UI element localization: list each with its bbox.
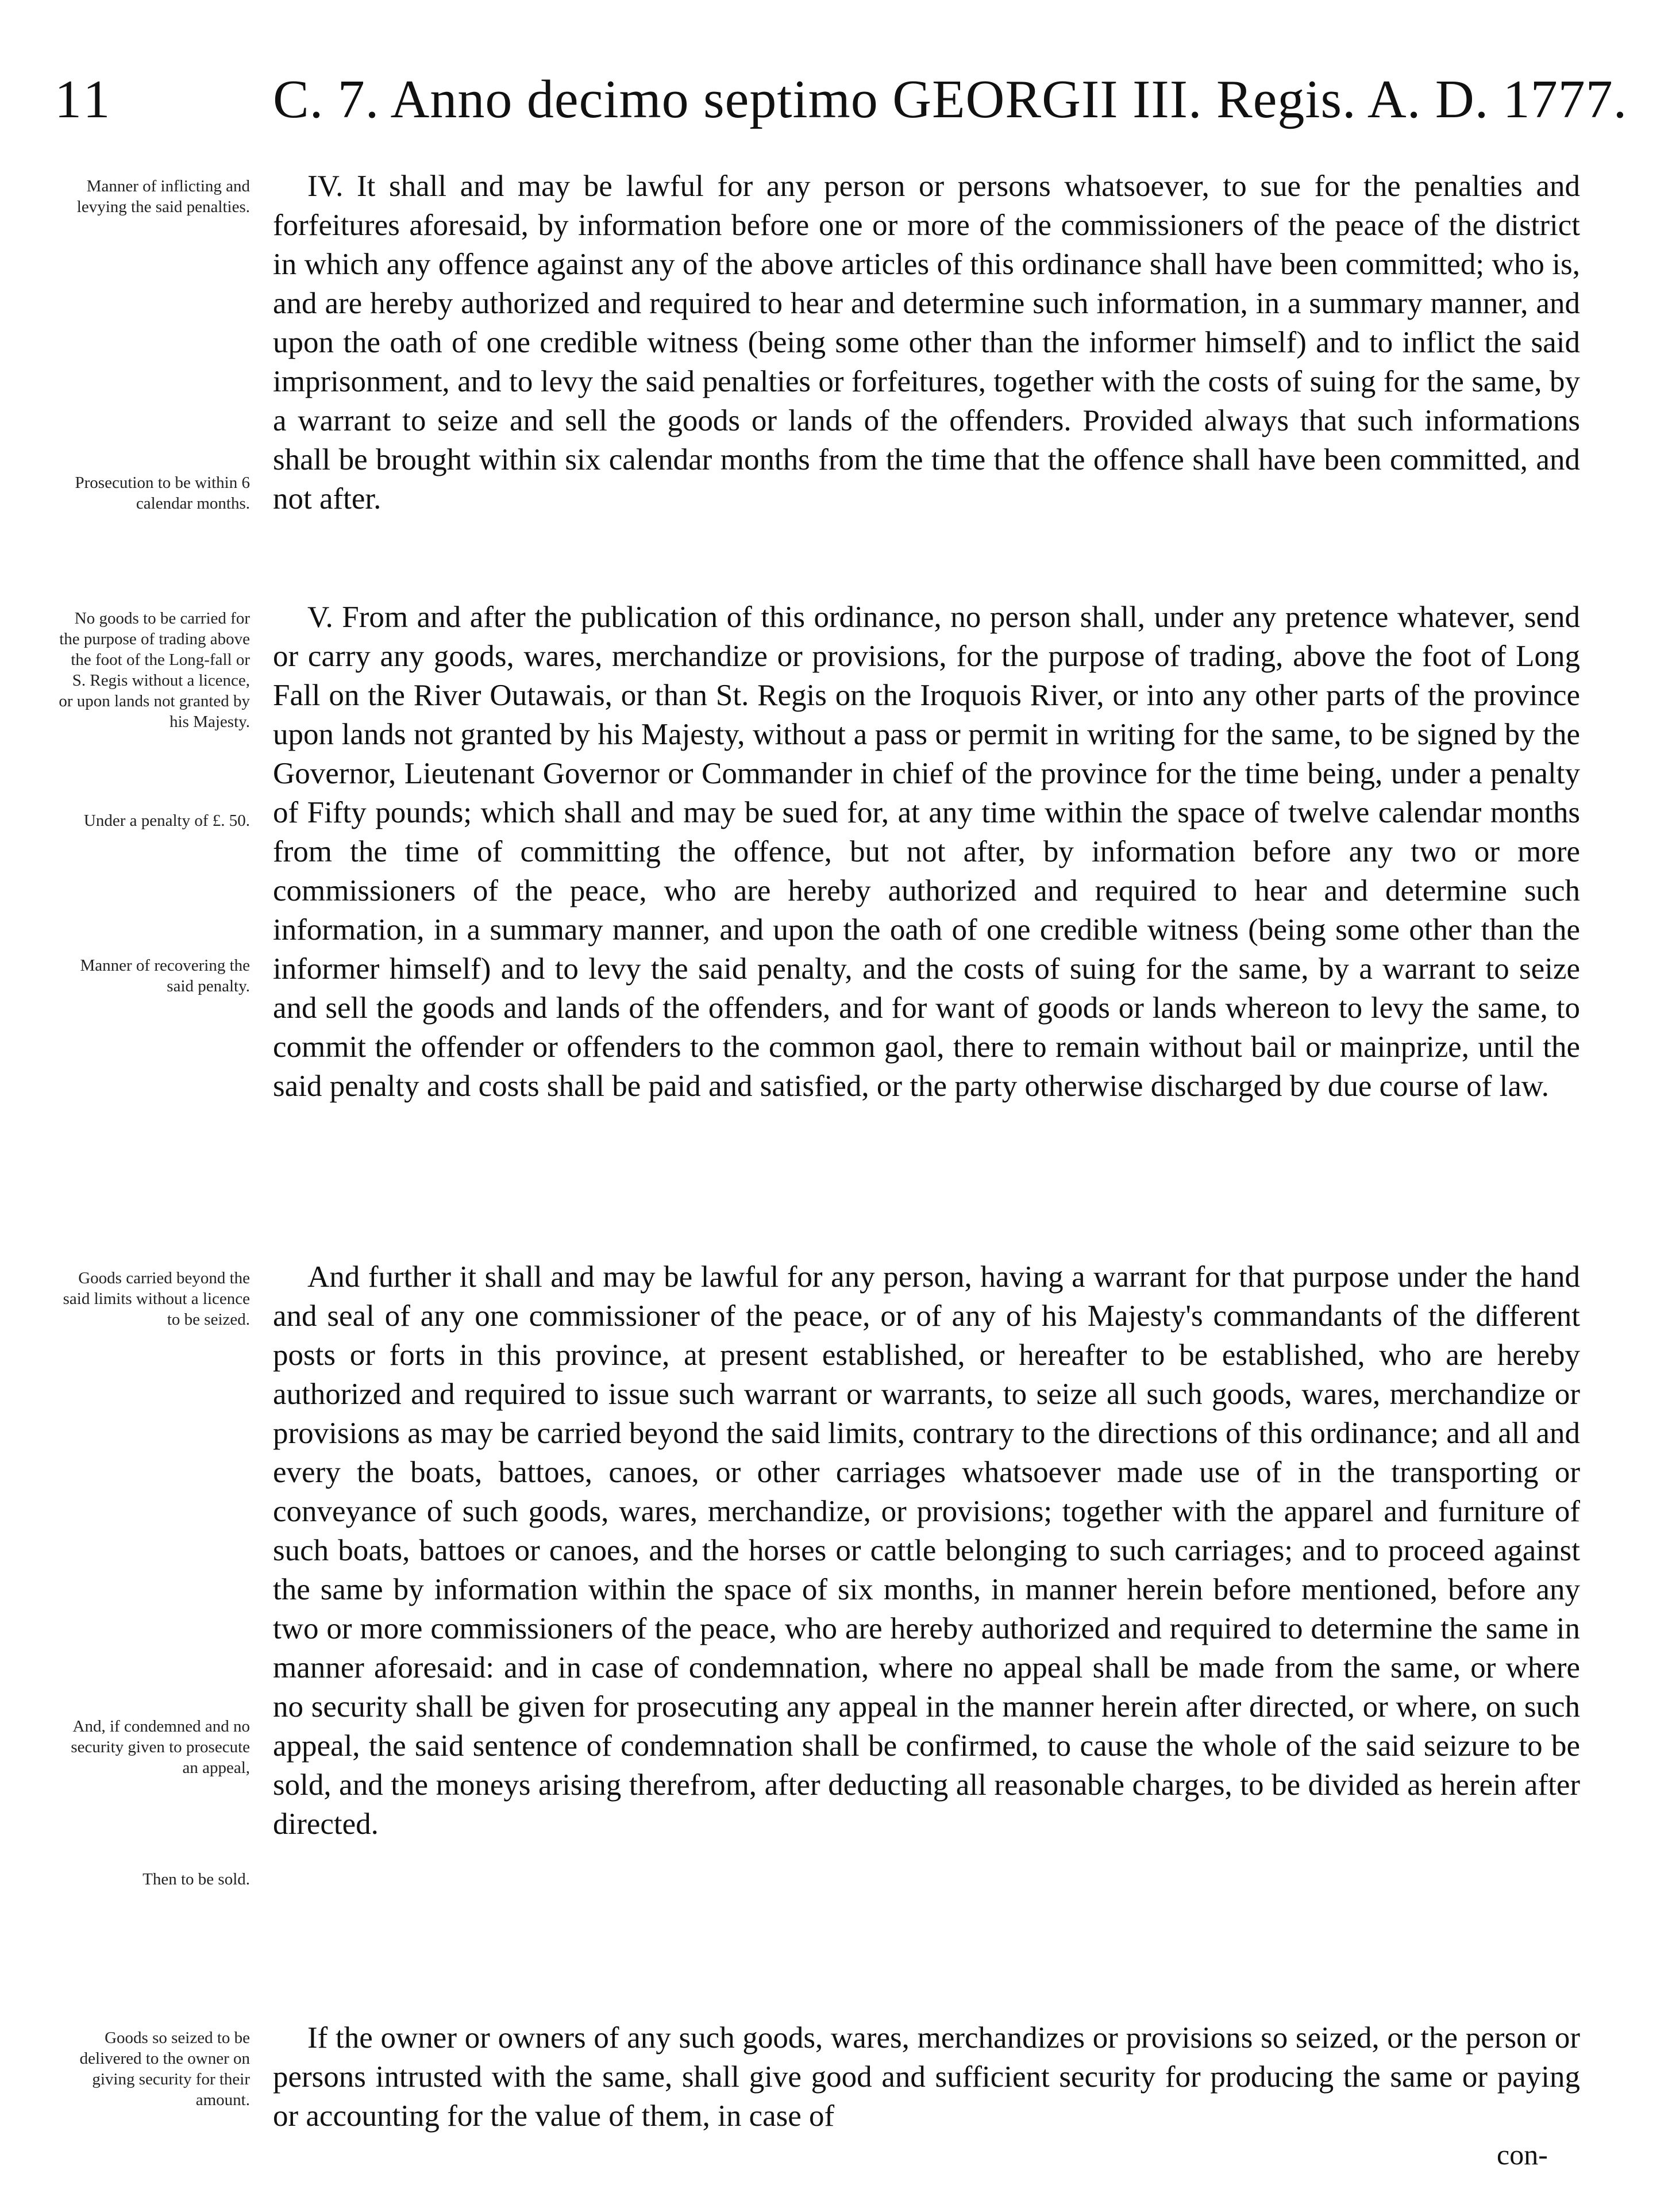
margin-note: Under a penalty of £. 50. — [83, 811, 250, 830]
section-text — [273, 1257, 1580, 1844]
section-text — [273, 167, 1580, 518]
page-number: 11 — [55, 70, 114, 129]
running-head: C. 7. Anno decimo septimo GEORGII III. Regis. A. D. 1777. — [273, 70, 1628, 129]
section-text — [273, 598, 1580, 1106]
margin-note: Goods carried beyond the said limits without a licence to be seized. — [63, 1269, 250, 1329]
margin-note: Prosecution to be within 6 calendar months. — [75, 474, 250, 513]
margin-note: Manner of inflicting and levying the said penalties. — [76, 177, 250, 216]
section-body: If the owner or owners of any such goods, wares, merchandizes or provisions so seized, or the person or persons intrusted with the same, shall give good and sufficient security for producing the same or paying or accounting for the value of them, in case of — [273, 2021, 1580, 2133]
margin-note: Then to be sold. — [142, 1870, 250, 1888]
section-body: And further it shall and may be lawful for any person, having a warrant for that purpose under the hand and seal of any one commissioner of the peace, or of any of his Majesty's commandants of the different posts or forts in this province, at present established, or hereafter to be established, who are hereby authorized and required to issue such warrant or warrants, to seize all such goods, wares, merchandize or provisions as may be carried beyond the said limits, contrary to the directions of this ordinance; and all and every the boats, battoes, canoes, or other carriages whatsoever made use of in the transporting or conveyance of such goods, wares, merchandize, or provisions; together with the apparel and furniture of such boats, battoes or canoes, and the horses or cattle belonging to such carriages; and to proceed against the same by information within the space of six months, in manner herein before mentioned, before any two or more commissioners of the peace, who are hereby authorized and required to determine the same in manner aforesaid: and in case of condemnation, where no appeal shall be made from the same, or where no security shall be given for prosecuting any appeal in the manner herein after directed, or where, on such appeal, the said sentence of condemnation shall be confirmed, to cause the whole of the said seizure to be sold, and the moneys arising therefrom, after deducting all reasonable charges, to be divided as herein after directed. — [273, 1260, 1580, 1841]
page-header — [55, 68, 1628, 137]
margin-note: And, if condemned and no security given to prosecute an appeal, — [71, 1717, 250, 1777]
section-text — [273, 2018, 1580, 2136]
section-body: V. From and after the publication of this ordinance, no person shall, under any pretence whatever, send or carry any goods, wares, merchandize or provisions, for the purpose of trading, above the foot of Long Fall on the River Outawais, or than St. Regis on the Iroquois River, or into any other parts of the province upon lands not granted by his Majesty, without a pass or permit in writing for the same, to be signed by the Governor, Lieutenant Governor or Commander in chief of the province for the time being, under a penalty of Fifty pounds; which shall and may be sued for, at any time within the space of twelve calendar months from the time of committing the offence, but not after, by information before any two or more commissioners of the peace, who are hereby authorized and required to hear and determine such information, in a summary manner, and upon the oath of one credible witness (being some other than the informer himself) and to levy the said penalty, and the costs of suing for the same, by a warrant to seize and sell the goods and lands of the offenders, and for want of goods or lands whereon to levy the same, to commit the offender or offenders to the common gaol, there to remain without bail or mainprize, until the said penalty and costs shall be paid and satisfied, or the party otherwise discharged by due course of law. — [273, 601, 1580, 1103]
margin-note: Manner of recovering the said penalty. — [80, 956, 250, 995]
margin-note: No goods to be carried for the purpose of trading above the foot of the Long-fall or S. Regis without a licence, or upon lands not granted by his Majesty. — [59, 609, 250, 731]
margin-note: Goods so seized to be delivered to the owner on giving security for their amount. — [79, 2029, 250, 2109]
catchword: con- — [1497, 2138, 1548, 2171]
section-body: IV. It shall and may be lawful for any person or persons whatsoever, to sue for the penalties and forfeitures aforesaid, by information before one or more of the commissioners of the peace of the district in which any offence against any of the above articles of this ordinance shall have been committed; who is, and are hereby authorized and required to hear and determine such information, in a summary manner, and upon the oath of one credible witness (being some other than the informer himself) and to inflict the said imprisonment, and to levy the said penalties or forfeitures, together with the costs of suing for the same, by a warrant to seize and sell the goods or lands of the offenders. Provided always that such informations shall be brought within six calendar months from the time that the offence shall have been committed, and not after. — [273, 170, 1580, 516]
